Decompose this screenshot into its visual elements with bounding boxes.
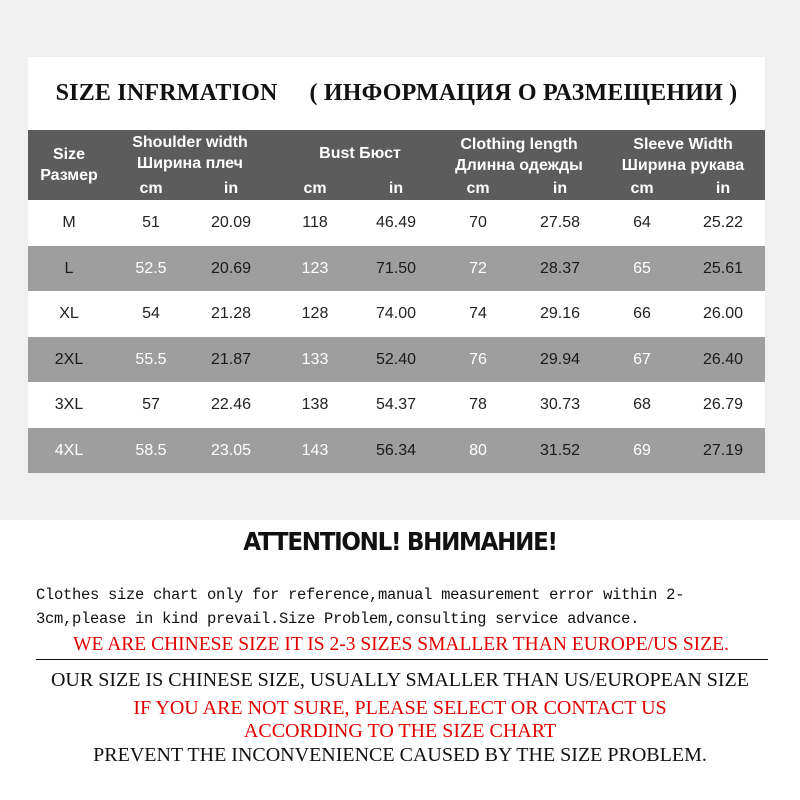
cell-shoulder-in: 21.87 bbox=[210, 350, 252, 368]
cell-bust-in: 54.37 bbox=[375, 396, 417, 413]
prevent-notice: PREVENT THE INCONVENIENCE CAUSED BY THE SIZE PROBLEM. bbox=[93, 744, 707, 766]
header-size bbox=[28, 144, 110, 186]
cell-size: L bbox=[64, 259, 74, 277]
cell-length-in: 31.52 bbox=[539, 441, 581, 459]
divider bbox=[36, 659, 768, 660]
cell-shoulder-cm: 55.5 bbox=[135, 350, 167, 368]
header-size-ru: Размер bbox=[40, 167, 98, 184]
cell-sleeve-in: 25.22 bbox=[702, 214, 744, 231]
cell-bust-in: 46.49 bbox=[375, 214, 417, 231]
unit-in: in bbox=[223, 180, 239, 197]
cell-length-cm: 74 bbox=[469, 305, 487, 322]
cell-bust-in: 52.40 bbox=[375, 350, 417, 368]
cell-length-cm: 76 bbox=[469, 350, 487, 368]
cell-bust-in: 71.50 bbox=[375, 259, 417, 277]
cell-length-in: 27.58 bbox=[539, 214, 581, 231]
header-size-en: Size bbox=[52, 146, 85, 163]
cell-length-cm: 78 bbox=[469, 396, 487, 413]
size-chart-title bbox=[28, 57, 765, 130]
cell-size: 4XL bbox=[54, 441, 84, 459]
table-row bbox=[28, 246, 765, 292]
header-bust-label: Bust Бюст bbox=[319, 145, 401, 162]
unit-cm: cm bbox=[139, 180, 163, 197]
header-sleeve-en: Sleeve Width bbox=[633, 136, 733, 153]
header-sleeve bbox=[608, 134, 758, 176]
cell-shoulder-in: 22.46 bbox=[210, 396, 252, 413]
table-row bbox=[28, 382, 765, 428]
cell-size: 2XL bbox=[54, 350, 84, 368]
header-shoulder bbox=[110, 132, 270, 174]
title-russian: ( ИНФОРМАЦИЯ О РАЗМЕЩЕНИИ ) bbox=[309, 80, 738, 106]
header-length-ru: Длинна одежды bbox=[455, 157, 583, 174]
cell-sleeve-in: 26.40 bbox=[702, 350, 744, 368]
cell-shoulder-cm: 57 bbox=[142, 396, 160, 413]
cell-shoulder-in: 23.05 bbox=[210, 441, 252, 459]
cell-sleeve-cm: 65 bbox=[633, 259, 651, 277]
cell-shoulder-in: 21.28 bbox=[210, 305, 252, 322]
header-shoulder-en: Shoulder width bbox=[132, 134, 248, 151]
cell-bust-cm: 128 bbox=[301, 305, 329, 322]
cell-sleeve-in: 27.19 bbox=[702, 441, 744, 459]
cell-size: M bbox=[62, 214, 76, 231]
cell-bust-cm: 138 bbox=[301, 396, 329, 413]
header-sleeve-ru: Ширина рукава bbox=[621, 157, 745, 174]
cell-size: 3XL bbox=[54, 396, 84, 413]
cell-bust-cm: 133 bbox=[301, 350, 329, 368]
table-row bbox=[28, 200, 765, 246]
table-row bbox=[28, 291, 765, 337]
size-table-body bbox=[28, 200, 765, 473]
cell-sleeve-cm: 68 bbox=[633, 396, 651, 413]
header-length-en: Clothing length bbox=[460, 136, 578, 153]
cell-sleeve-in: 26.00 bbox=[702, 305, 744, 322]
cell-length-in: 28.37 bbox=[539, 259, 581, 277]
cell-sleeve-cm: 66 bbox=[633, 305, 651, 322]
table-row bbox=[28, 337, 765, 383]
unit-cm: cm bbox=[630, 180, 654, 197]
header-length bbox=[444, 134, 594, 176]
header-shoulder-ru: Ширина плеч bbox=[137, 155, 243, 172]
table-header bbox=[28, 130, 765, 200]
cell-length-in: 30.73 bbox=[539, 396, 581, 413]
cell-sleeve-cm: 64 bbox=[633, 214, 651, 231]
table-row bbox=[28, 428, 765, 474]
unit-in: in bbox=[388, 180, 404, 197]
cell-bust-cm: 143 bbox=[301, 441, 329, 459]
cell-bust-cm: 118 bbox=[302, 214, 328, 231]
cell-bust-in: 74.00 bbox=[375, 305, 417, 322]
cell-sleeve-in: 26.79 bbox=[702, 396, 744, 413]
cell-length-cm: 72 bbox=[469, 259, 487, 277]
our-size-notice: OUR SIZE IS CHINESE SIZE, USUALLY SMALLER THAN US/EUROPEAN SIZE bbox=[50, 669, 749, 691]
cell-sleeve-in: 25.61 bbox=[702, 259, 744, 277]
cell-bust-cm: 123 bbox=[301, 259, 329, 277]
cell-sleeve-cm: 67 bbox=[633, 350, 651, 368]
measurement-note: Clothes size chart only for reference,manual measurement error within 2-3cm,please in kind prevail.Size Problem,consulting service advance. bbox=[36, 586, 685, 628]
cell-shoulder-cm: 58.5 bbox=[135, 441, 167, 459]
cell-shoulder-cm: 52.5 bbox=[135, 259, 167, 277]
unit-in: in bbox=[552, 180, 568, 197]
unit-cm: cm bbox=[303, 180, 327, 197]
cell-length-in: 29.16 bbox=[539, 305, 581, 322]
title-english: SIZE INFRMATION bbox=[55, 80, 278, 106]
unit-cm: cm bbox=[466, 180, 490, 197]
not-sure-notice: IF YOU ARE NOT SURE, PLEASE SELECT OR CONTACT US bbox=[133, 697, 667, 719]
cell-shoulder-cm: 51 bbox=[142, 214, 160, 231]
cell-size: XL bbox=[59, 305, 79, 322]
cell-bust-in: 56.34 bbox=[375, 441, 417, 459]
cell-length-cm: 70 bbox=[469, 214, 487, 231]
chinese-size-warning: WE ARE CHINESE SIZE IT IS 2-3 SIZES SMALLER THAN EUROPE/US SIZE. bbox=[73, 634, 729, 655]
cell-shoulder-in: 20.69 bbox=[210, 259, 252, 277]
cell-shoulder-cm: 54 bbox=[142, 305, 160, 322]
unit-in: in bbox=[715, 180, 731, 197]
according-notice: ACCORDING TO THE SIZE CHART bbox=[243, 720, 557, 742]
cell-length-cm: 80 bbox=[469, 441, 487, 459]
header-bust bbox=[270, 143, 450, 164]
attention-heading: ATTENTIONL! ВНИМАНИЕ! bbox=[243, 527, 557, 556]
cell-sleeve-cm: 69 bbox=[633, 441, 651, 459]
cell-shoulder-in: 20.09 bbox=[210, 214, 252, 231]
cell-length-in: 29.94 bbox=[539, 350, 581, 368]
